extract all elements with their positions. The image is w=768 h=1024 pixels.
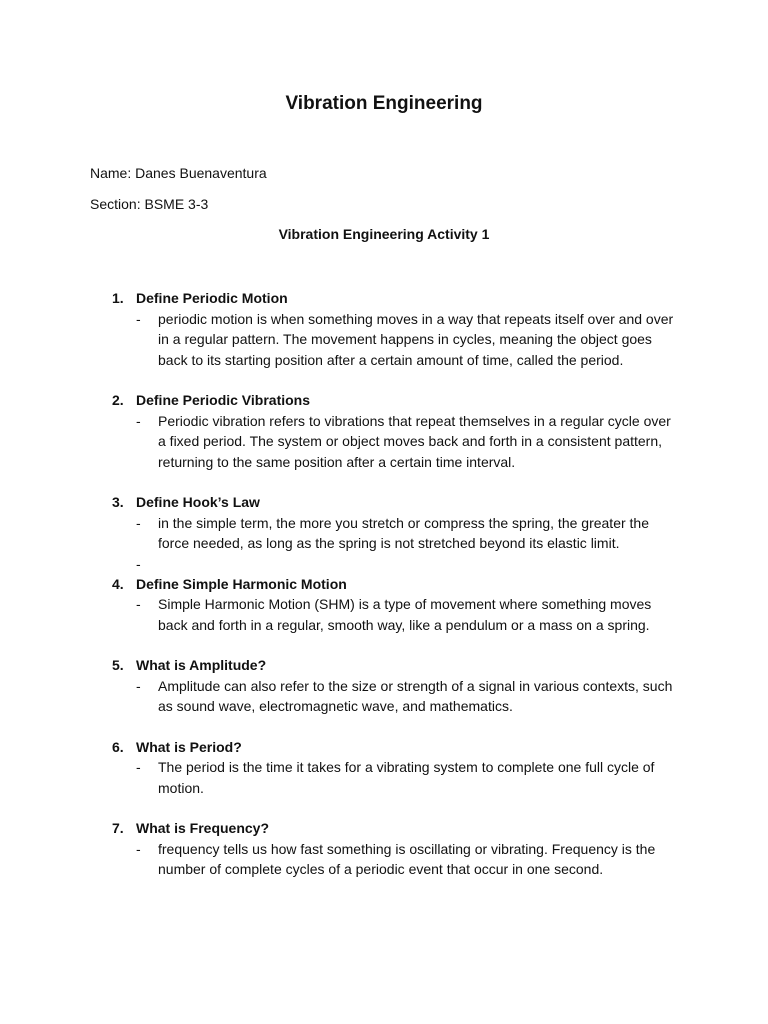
bullet-dash: -	[136, 555, 141, 572]
bullet-dash: -	[136, 514, 141, 531]
question-item-2	[0, 390, 768, 472]
bullet-dash: -	[136, 596, 141, 612]
question-number: 4.	[112, 575, 124, 592]
answer-text: Periodic vibration refers to vibrations that repeat themselves in a regular cycle over a fixed period. The system or object moves back and forth in a consistent pattern, returning to the same position after a certain time interval.	[158, 412, 671, 470]
document-title: Vibration Engineering	[285, 93, 483, 114]
question-number: 1.	[112, 290, 124, 306]
question-heading: Define Periodic Vibrations	[136, 392, 311, 408]
question-item-6	[0, 737, 768, 799]
question-item-7	[0, 818, 768, 880]
question-item-1	[0, 288, 768, 370]
question-number: 7.	[112, 820, 124, 836]
answer-text: frequency tells us how fast something is oscillating or vibrating. Frequency is the number of complete cycles of a periodic event that occur in one second.	[158, 840, 656, 877]
student-section: Section: BSME 3-3	[90, 196, 209, 212]
answer-text: Amplitude can also refer to the size or strength of a signal in various contexts, such as sound wave, electromagnetic wave, and mathematics.	[158, 677, 673, 714]
student-name: Name: Danes Buenaventura	[90, 165, 267, 181]
answer-text: The period is the time it takes for a vibrating system to complete one full cycle of motion.	[158, 759, 655, 796]
bullet-dash: -	[136, 412, 141, 429]
bullet-dash: -	[136, 677, 141, 694]
question-number: 2.	[112, 392, 124, 408]
question-heading: Define Simple Harmonic Motion	[136, 575, 347, 592]
answer-text: periodic motion is when something moves in a way that repeats itself over and over in a regular pattern. The movement happens in cycles, meaning the object goes back to its starting position after a certain amount of time, called the period.	[158, 310, 674, 368]
bullet-dash: -	[136, 840, 141, 857]
bullet-dash: -	[136, 310, 141, 327]
answer-text: in the simple term, the more you stretch or compress the spring, the greater the force needed, as long as the spring is not stretched beyond its elastic limit.	[158, 514, 649, 551]
answer-text: Simple Harmonic Motion (SHM) is a type of movement where something moves back and forth in a regular, smooth way, like a pendulum or a mass on a spring.	[158, 596, 652, 633]
question-heading: Define Periodic Motion	[136, 290, 288, 306]
question-list	[0, 288, 768, 900]
question-number: 6.	[112, 738, 124, 755]
question-number: 3.	[112, 494, 124, 510]
question-item-5	[0, 655, 768, 717]
empty-bullet	[0, 554, 768, 574]
question-heading: Define Hook’s Law	[136, 494, 260, 510]
question-heading: What is Period?	[136, 738, 242, 755]
question-heading: What is Amplitude?	[136, 657, 267, 673]
question-item-3	[0, 492, 768, 574]
question-heading: What is Frequency?	[136, 820, 270, 836]
activity-title: Vibration Engineering Activity 1	[278, 226, 490, 242]
bullet-dash: -	[136, 759, 141, 775]
question-item-4	[0, 574, 768, 636]
question-number: 5.	[112, 657, 124, 673]
